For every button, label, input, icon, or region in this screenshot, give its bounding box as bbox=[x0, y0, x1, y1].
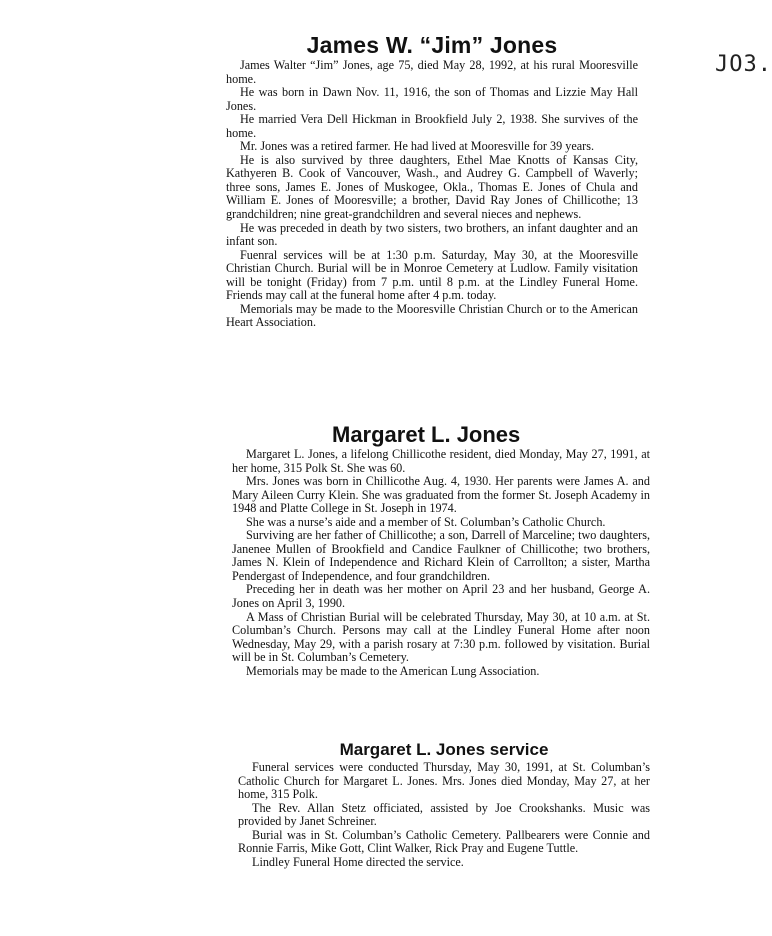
paragraph: Preceding her in death was her mother on April 23 and her husband, George A. Jones on April 3, 1990. bbox=[232, 582, 650, 611]
paragraph: He was preceded in death by two sisters, two brothers, an infant daughter and an infant son. bbox=[226, 220, 638, 249]
obituary-margaret-jones bbox=[232, 422, 650, 678]
paragraph: James Walter “Jim” Jones, age 75, died May 28, 1992, at his rural Mooresville home. bbox=[226, 58, 638, 86]
paragraph: He was born in Dawn Nov. 11, 1916, the son of Thomas and Lizzie May Hall Jones. bbox=[226, 85, 638, 113]
paragraph: He married Vera Dell Hickman in Brookfield July 2, 1938. She survives of the home. bbox=[226, 112, 638, 140]
paragraph: Mr. Jones was a retired farmer. He had lived at Mooresville for 39 years. bbox=[240, 139, 595, 154]
obituary-jim-jones bbox=[226, 32, 638, 330]
paragraph: Mrs. Jones was born in Chillicothe Aug. 4, 1930. Her parents were James A. and Mary Aileen Curry Klein. She was graduated from the former St. Joseph Academy in 1948 and Platte College in St. Joseph in 1974. bbox=[232, 474, 650, 516]
paragraph: Surviving are her father of Chillicothe; a son, Darrell of Marceline; two daughters, Janenee Mullen of Brookfield and Candice Faulkner of Chillicothe; two brothers, James N. Klein of Independence and Richard Klein of Carrollton; a sister, Martha Pendergast of Independence, and four grandchildren. bbox=[232, 528, 650, 583]
paragraph: Margaret L. Jones, a lifelong Chillicothe resident, died Monday, May 27, 1991, at her home, 315 Polk St. She was 60. bbox=[232, 447, 650, 475]
obituary-headline: Margaret L. Jones bbox=[332, 422, 521, 447]
service-body bbox=[238, 761, 650, 869]
obituary-body bbox=[232, 448, 650, 678]
paragraph: The Rev. Allan Stetz officiated, assisted by Joe Crookshanks. Music was provided by Janet Schreiner. bbox=[238, 800, 650, 829]
paragraph: Burial was in St. Columban’s Catholic Cemetery. Pallbearers were Connie and Ronnie Farris, Mike Gott, Clint Walker, Rick Pray and Eugene Tuttle. bbox=[238, 827, 650, 856]
handwritten-margin-note: JO3. bbox=[715, 52, 772, 77]
paragraph: Fuenral services will be at 1:30 p.m. Saturday, May 30, at the Mooresville Christian Church. Burial will be in Monroe Cemetery at Ludlow. Family visitation will be tonight (Friday) from 7 p.m. until 8 p.m. at the Lindley Funeral Home. Friends may call at the funeral home after 4 p.m. today. bbox=[226, 247, 638, 303]
paragraph: She was a nurse’s aide and a member of St. Columban’s Catholic Church. bbox=[246, 514, 606, 529]
paragraph: Lindley Funeral Home directed the service. bbox=[252, 854, 464, 869]
service-notice-margaret-jones bbox=[238, 740, 650, 869]
service-headline: Margaret L. Jones service bbox=[339, 740, 549, 759]
paragraph: Funeral services were conducted Thursday, May 30, 1991, at St. Columban’s Catholic Church for Margaret L. Jones. Mrs. Jones died Monday, May 27, at her home, 315 Polk. bbox=[238, 760, 650, 802]
obituary-headline: James W. “Jim” Jones bbox=[306, 32, 558, 58]
paragraph: A Mass of Christian Burial will be celebrated Thursday, May 30, at 10 a.m. at St. Columban’s Church. Persons may call at the Lindley Funeral Home after noon Wednesday, May 29, with a parish rosary at 7:30 p.m. followed by visitation. Burial will be in St. Columban’s Cemetery. bbox=[232, 609, 650, 665]
paragraph: Memorials may be made to the Mooresville Christian Church or to the American Heart Association. bbox=[226, 301, 638, 330]
paragraph: Memorials may be made to the American Lung Association. bbox=[246, 663, 540, 678]
paragraph: He is also survived by three daughters, Ethel Mae Knotts of Kansas City, Kathyeren B. Cook of Vancouver, Wash., and Audrey G. Campbell of Waverly; three sons, James E. Jones of Muskogee, Okla., Thomas E. Jones of Chula and William E. Jones of Mooresville; a brother, David Ray Jones of Chillicothe; 13 grandchildren; nine great-grandchildren and several nieces and nephews. bbox=[226, 152, 638, 222]
obituary-body bbox=[226, 59, 638, 330]
